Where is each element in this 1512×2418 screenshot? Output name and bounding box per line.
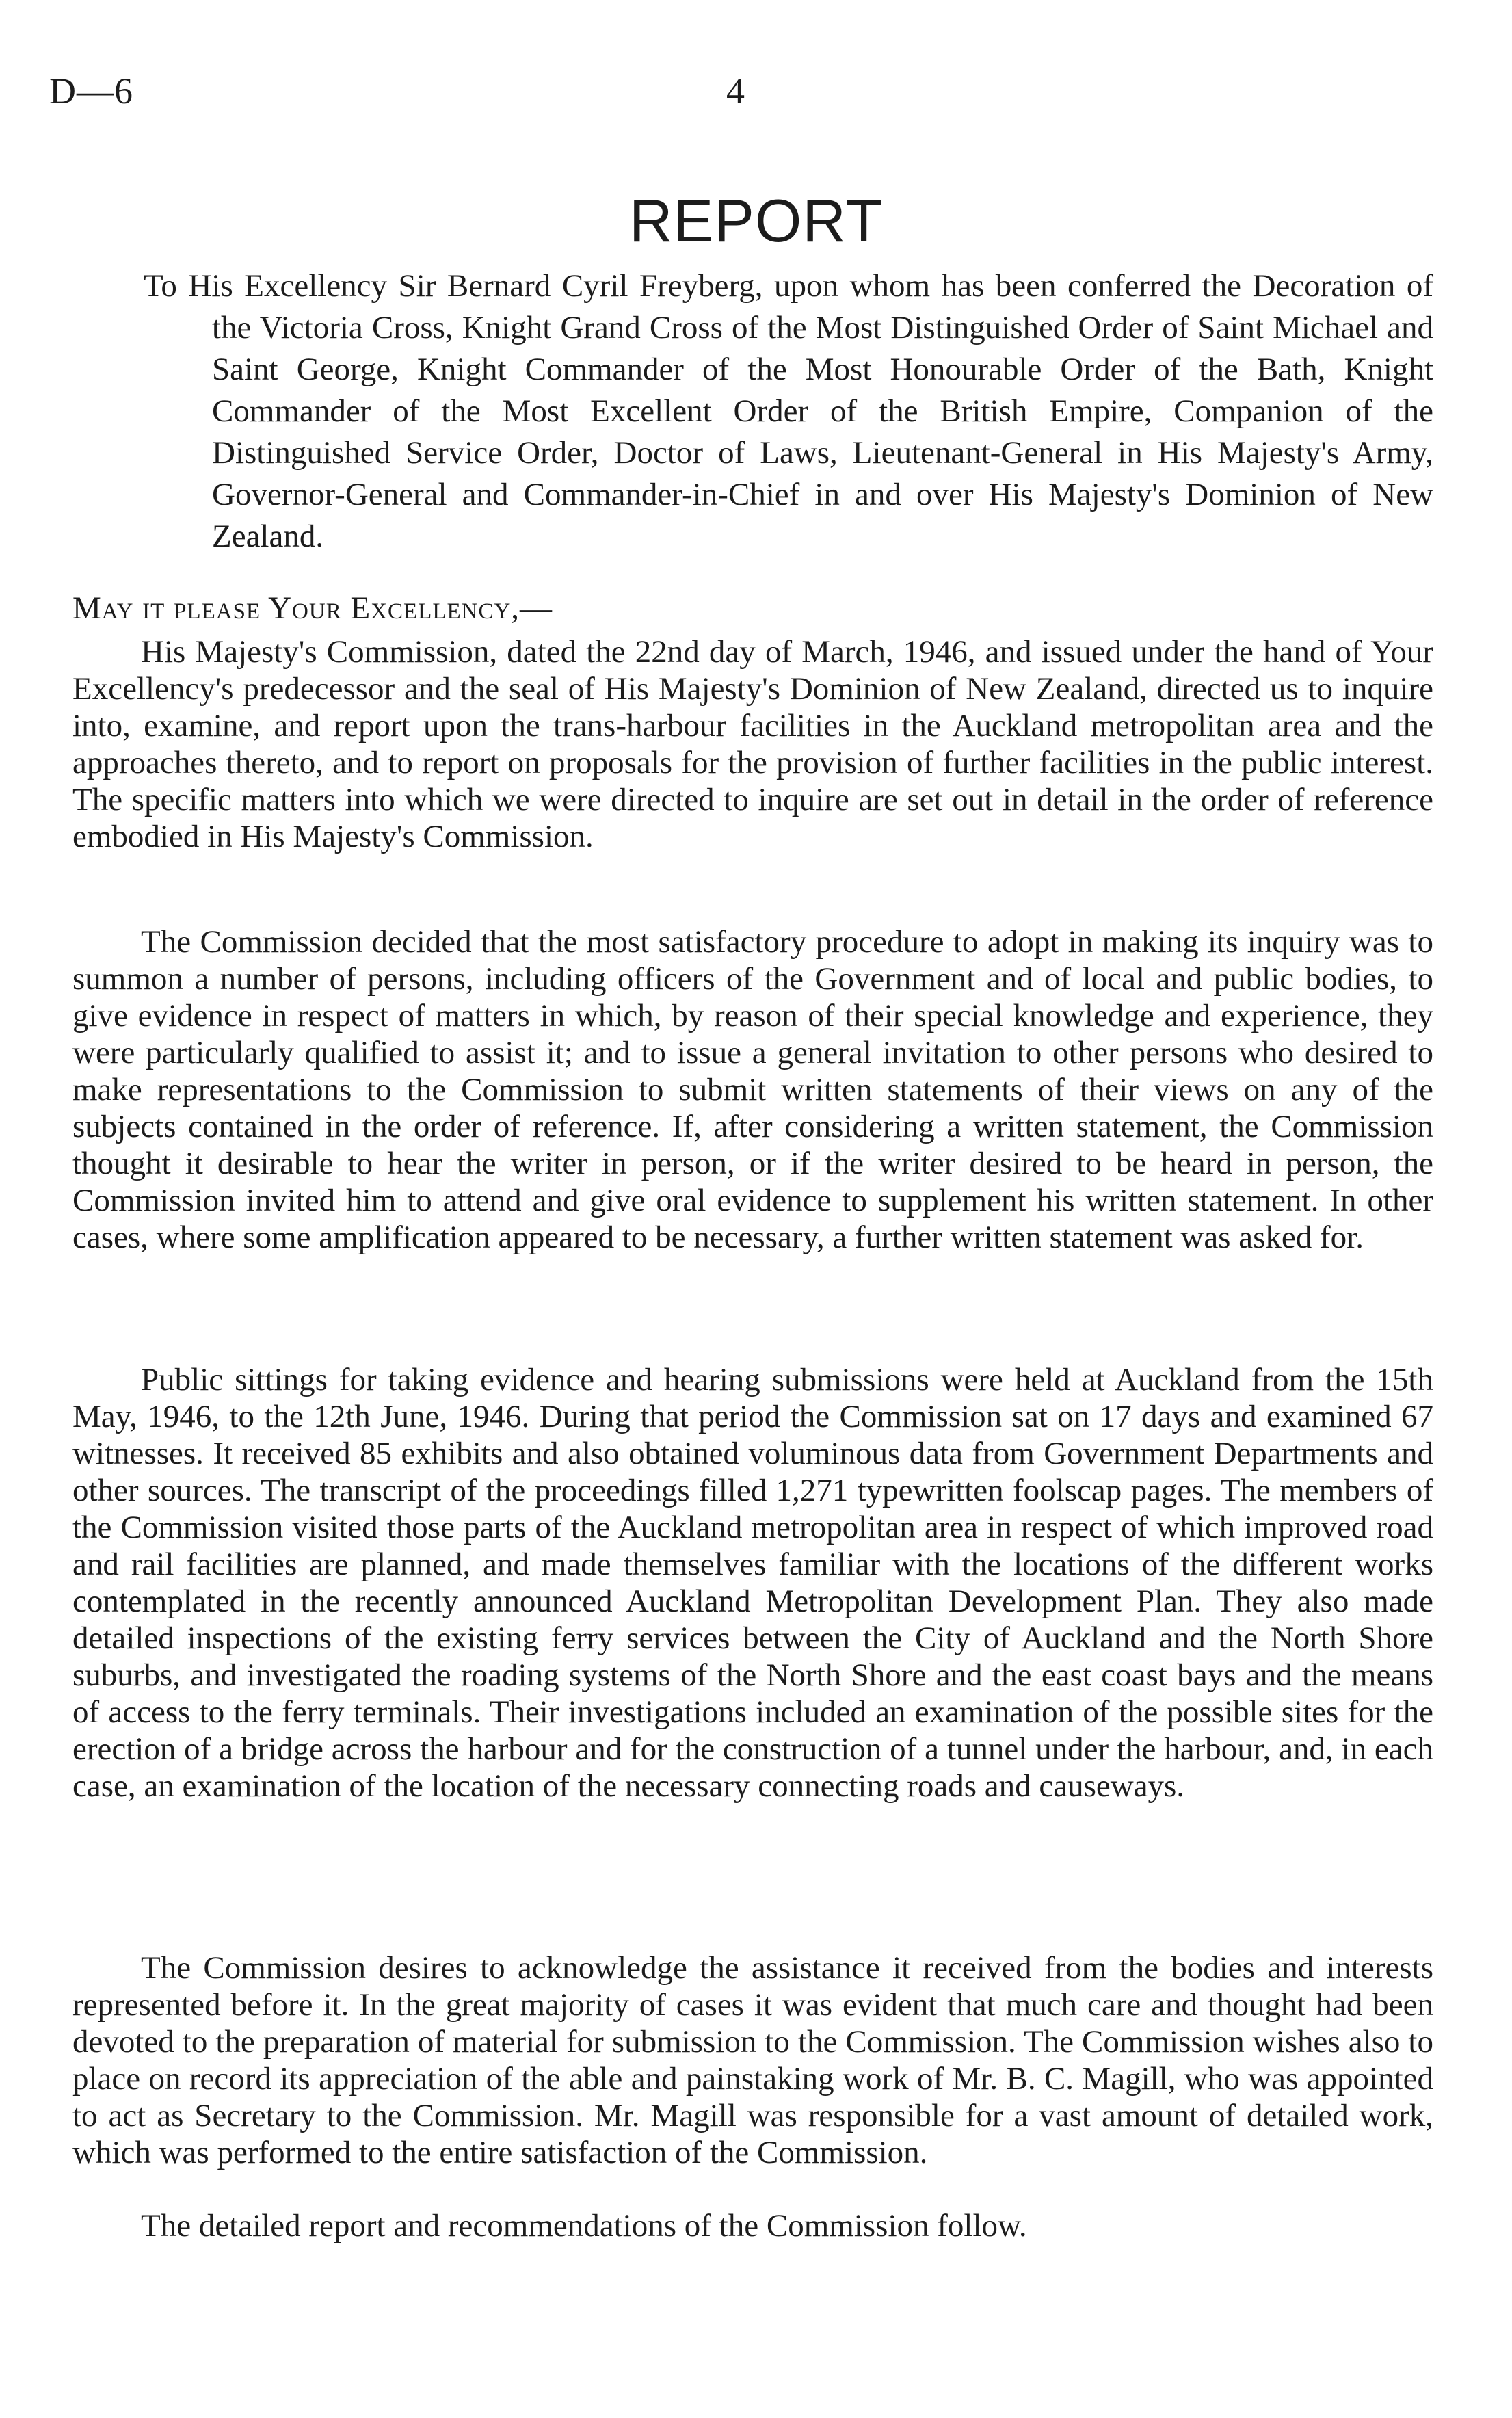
closing-paragraph: The detailed report and recommendations of the Commission follow. xyxy=(141,2208,1027,2244)
page-number: 4 xyxy=(726,70,745,111)
body-paragraph: His Majesty's Commission, dated the 22nd day of March, 1946, and issued under the hand of Your Excellency's predecessor and the seal of His Majesty's Dominion of New Zealand, directed us to inquire into, examine, and report upon the trans-harbour facilities in the Auckland metropolitan area and the approaches thereto, and to report on proposals for the provision of further facilities in the public interest. The specific matters into which we were directed to inquire are set out in detail in the order of reference embodied in His Majesty's Commission. xyxy=(72,634,1433,854)
page-reference: D—6 xyxy=(49,70,133,111)
body-paragraph: The Commission desires to acknowledge the assistance it received from the bodies and interests represented before it. In the great majority of cases it was evident that much care and thought had been devoted to the preparation of material for submission to the Commission. The Commission wishes also to place on record its appreciation of the able and painstaking work of Mr. B. C. Magill, who was appointed to act as Secretary to the Commission. Mr. Magill was responsible for a vast amount of detailed work, which was performed to the entire satisfaction of the Commission. xyxy=(72,1950,1433,2170)
salutation: May it please Your Excellency,— xyxy=(72,590,553,626)
body-paragraph: The Commission decided that the most satisfactory procedure to adopt in making its inquiry was to summon a number of persons, including officers of the Government and of local and public bodies, to give evidence in respect of matters in which, by reason of their special knowledge and experience, they were particularly qualified to assist it; and to issue a general invitation to other persons who desired to make representations to the Commission to submit written statements of their views on any of the subjects contained in the order of reference. If, after considering a written statement, the Commission thought it desirable to hear the writer in person, or if the writer desired to be heard in person, the Commission invited him to attend and give oral evidence to supplement his written statement. In other cases, where some amplification appeared to be necessary, a further written statement was asked for. xyxy=(72,924,1433,1255)
address-block: To His Excellency Sir Bernard Cyril Freyberg, upon whom has been conferred the Decoration of the Victoria Cross, Knight Grand Cross of the Most Distinguished Order of Saint Michael and Saint George, Knight Commander of the Most Honourable Order of the Bath, Knight Commander of the Most Excellent Order of the British Empire, Companion of the Distinguished Service Order, Doctor of Laws, Lieutenant-General in His Majesty's Army, Governor-General and Commander-in-Chief in and over His Majesty's Dominion of New Zealand. xyxy=(144,268,1433,554)
body-paragraph: Public sittings for taking evidence and hearing submissions were held at Auckland from the 15th May, 1946, to the 12th June, 1946. During that period the Commission sat on 17 days and examined 67 witnesses. It received 85 exhibits and also obtained voluminous data from Government Departments and other sources. The transcript of the proceedings filled 1,271 typewritten foolscap pages. The members of the Commission visited those parts of the Auckland metropolitan area in respect of which improved road and rail facilities are planned, and made themselves familiar with the locations of the different works contemplated in the recently announced Auckland Metropolitan Development Plan. They also made detailed inspections of the existing ferry services between the City of Auckland and the North Shore suburbs, and investigated the roading systems of the North Shore and the east coast bays and the means of access to the ferry terminals. Their investigations included an examination of the possible sites for the erection of a bridge across the harbour and for the construction of a tunnel under the harbour, and, in each case, an examination of the location of the necessary connecting roads and causeways. xyxy=(72,1362,1433,1804)
report-title: REPORT xyxy=(628,187,884,254)
